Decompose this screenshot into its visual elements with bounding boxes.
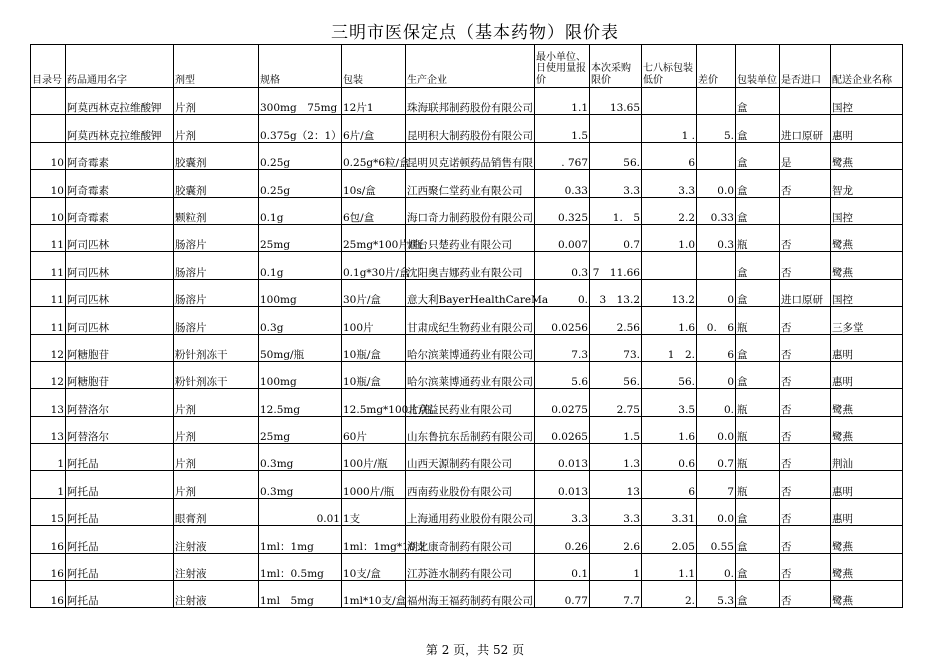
cell-package-unit: 盒 (736, 279, 780, 306)
cell-imported: 否 (780, 471, 831, 498)
cell-dosage-form: 片剂 (174, 444, 259, 471)
cell-low-price: 1 . (642, 115, 697, 142)
cell-purchase-limit: 1 (590, 553, 642, 580)
cell-dosage-form: 肠溶片 (174, 279, 259, 306)
cell-drug-name: 阿奇霉素 (66, 142, 174, 169)
cell-price-diff: 0. (697, 553, 736, 580)
cell-imported: 否 (780, 170, 831, 197)
cell-package: 1ml：1mg*10支 (342, 526, 406, 553)
header-package: 包装 (342, 45, 406, 88)
header-row (31, 45, 903, 88)
cell-purchase-limit: 1.5 (590, 416, 642, 443)
cell-imported: 进口原研 (780, 279, 831, 306)
cell-spec: 25mg (259, 224, 342, 251)
cell-unit-quote: 0.33 (535, 170, 590, 197)
cell-distributor: 国控 (831, 88, 903, 115)
cell-package: 12.5mg*100片/瓶 (342, 389, 406, 416)
header-package-unit: 包装单位 (736, 45, 780, 88)
table-row (31, 88, 903, 115)
cell-unit-quote: 0.26 (535, 526, 590, 553)
cell-dosage-form: 颗粒剂 (174, 197, 259, 224)
cell-dosage-form: 肠溶片 (174, 307, 259, 334)
table-row (31, 170, 903, 197)
cell-price-diff: 0.0 (697, 498, 736, 525)
table-row (31, 498, 903, 525)
cell-spec: 0.1g (259, 197, 342, 224)
cell-drug-name: 阿糖胞苷 (66, 334, 174, 361)
cell-spec: 0.3mg (259, 444, 342, 471)
cell-package-unit: 盒 (736, 197, 780, 224)
cell-low-price: 3.3 (642, 170, 697, 197)
cell-purchase-limit: 1. 5 (590, 197, 642, 224)
cell-imported: 否 (780, 444, 831, 471)
cell-package: 10支/盒 (342, 553, 406, 580)
cell-imported: 否 (780, 334, 831, 361)
cell-low-price: 56. (642, 361, 697, 388)
cell-dosage-form: 胶囊剂 (174, 142, 259, 169)
cell-low-price (642, 252, 697, 279)
cell-package: 6包/盒 (342, 197, 406, 224)
cell-package-unit: 瓶 (736, 224, 780, 251)
header-unit-quote: 最小单位、日使用量报价 (535, 45, 590, 88)
cell-drug-name: 阿托品 (66, 471, 174, 498)
cell-spec: 25mg (259, 416, 342, 443)
cell-drug-name: 阿托品 (66, 553, 174, 580)
cell-imported: 否 (780, 416, 831, 443)
cell-catalog-no: 16 (31, 581, 66, 608)
cell-low-price: 3.5 (642, 389, 697, 416)
cell-imported: 否 (780, 224, 831, 251)
cell-distributor: 鹭燕 (831, 389, 903, 416)
cell-drug-name: 阿替洛尔 (66, 389, 174, 416)
cell-dosage-form: 粉针剂冻干 (174, 334, 259, 361)
cell-imported: 否 (780, 581, 831, 608)
cell-dosage-form: 片剂 (174, 389, 259, 416)
cell-catalog-no: 11 (31, 224, 66, 251)
cell-catalog-no: 11 (31, 307, 66, 334)
cell-package: 30片/盒 (342, 279, 406, 306)
cell-distributor: 三多堂 (831, 307, 903, 334)
cell-package: 1000片/瓶 (342, 471, 406, 498)
cell-package-unit: 瓶 (736, 307, 780, 334)
cell-catalog-no: 16 (31, 526, 66, 553)
cell-drug-name: 阿莫西林克拉维酸钾 (66, 88, 174, 115)
cell-low-price: 1.0 (642, 224, 697, 251)
cell-manufacturer: 昆明贝克诺顿药品销售有限 (406, 142, 535, 169)
cell-drug-name: 阿托品 (66, 498, 174, 525)
cell-spec: 300mg 75mg (259, 88, 342, 115)
cell-distributor: 惠明 (831, 471, 903, 498)
cell-unit-quote: 5.6 (535, 361, 590, 388)
header-dosage-form: 剂型 (174, 45, 259, 88)
table-row (31, 444, 903, 471)
cell-purchase-limit: 7 11.66 (590, 252, 642, 279)
cell-purchase-limit: 1.3 (590, 444, 642, 471)
cell-purchase-limit: 2.56 (590, 307, 642, 334)
cell-low-price: 2.2 (642, 197, 697, 224)
cell-price-diff: 7 (697, 471, 736, 498)
cell-low-price: 1.6 (642, 416, 697, 443)
cell-distributor: 鹭燕 (831, 252, 903, 279)
cell-manufacturer: 西南药业股份有限公司 (406, 471, 535, 498)
cell-manufacturer: 海口奇力制药股份有限公司 (406, 197, 535, 224)
cell-dosage-form: 胶囊剂 (174, 170, 259, 197)
cell-unit-quote: 0.1 (535, 553, 590, 580)
cell-unit-quote: 0.013 (535, 444, 590, 471)
cell-distributor: 惠明 (831, 334, 903, 361)
table-row (31, 224, 903, 251)
page-footer: 第 2 页，共 52 页 (425, 643, 525, 657)
cell-purchase-limit: 13 (590, 471, 642, 498)
cell-manufacturer: 山东鲁抗东岳制药有限公司 (406, 416, 535, 443)
cell-purchase-limit: 2.75 (590, 389, 642, 416)
cell-spec: 0.1g (259, 252, 342, 279)
cell-unit-quote: 0.3 (535, 252, 590, 279)
cell-catalog-no: 13 (31, 389, 66, 416)
cell-purchase-limit: 2.6 (590, 526, 642, 553)
cell-unit-quote: 0.0256 (535, 307, 590, 334)
cell-package-unit: 瓶 (736, 471, 780, 498)
cell-drug-name: 阿托品 (66, 581, 174, 608)
cell-distributor: 荆汕 (831, 444, 903, 471)
cell-low-price: 3.31 (642, 498, 697, 525)
cell-price-diff: 0.0 (697, 170, 736, 197)
cell-low-price: 1.1 (642, 553, 697, 580)
cell-unit-quote: 0.325 (535, 197, 590, 224)
cell-package: 1ml*10支/盒 (342, 581, 406, 608)
cell-unit-quote: 0. (535, 279, 590, 306)
table-row (31, 416, 903, 443)
table-row (31, 389, 903, 416)
cell-drug-name: 阿司匹林 (66, 252, 174, 279)
cell-price-diff: 0 (697, 361, 736, 388)
cell-spec: 0.01 (259, 498, 342, 525)
table-row (31, 334, 903, 361)
table-row (31, 307, 903, 334)
cell-manufacturer: 沈阳奥吉娜药业有限公司 (406, 252, 535, 279)
cell-distributor: 国控 (831, 197, 903, 224)
cell-manufacturer: 山西天源制药有限公司 (406, 444, 535, 471)
cell-spec: 0.25g (259, 170, 342, 197)
cell-package-unit: 瓶 (736, 416, 780, 443)
cell-dosage-form: 片剂 (174, 88, 259, 115)
cell-package-unit: 盒 (736, 334, 780, 361)
cell-catalog-no: 12 (31, 334, 66, 361)
cell-dosage-form: 注射液 (174, 581, 259, 608)
cell-catalog-no: 10 (31, 142, 66, 169)
cell-price-diff: 0.0 (697, 416, 736, 443)
cell-imported: 进口原研 (780, 115, 831, 142)
cell-spec: 12.5mg (259, 389, 342, 416)
cell-price-diff: 5. (697, 115, 736, 142)
cell-distributor: 惠明 (831, 498, 903, 525)
cell-purchase-limit: 56. (590, 142, 642, 169)
cell-dosage-form: 肠溶片 (174, 252, 259, 279)
cell-catalog-no: 12 (31, 361, 66, 388)
cell-drug-name: 阿奇霉素 (66, 170, 174, 197)
cell-drug-name: 阿莫西林克拉维酸钾 (66, 115, 174, 142)
cell-low-price: 1.6 (642, 307, 697, 334)
cell-dosage-form: 片剂 (174, 115, 259, 142)
cell-manufacturer: 湖北康奇制药有限公司 (406, 526, 535, 553)
cell-catalog-no: 10 (31, 170, 66, 197)
cell-low-price: 6 (642, 142, 697, 169)
cell-imported (780, 197, 831, 224)
cell-package-unit: 盒 (736, 553, 780, 580)
cell-manufacturer: 哈尔滨莱博通药业有限公司 (406, 334, 535, 361)
cell-catalog-no: 11 (31, 279, 66, 306)
cell-manufacturer: 意大利BayerHealthCareMa (406, 279, 535, 306)
table-row (31, 553, 903, 580)
cell-spec: 100mg (259, 279, 342, 306)
cell-price-diff: 0.33 (697, 197, 736, 224)
table-row (31, 361, 903, 388)
cell-package: 60片 (342, 416, 406, 443)
cell-spec: 100mg (259, 361, 342, 388)
cell-dosage-form: 粉针剂冻干 (174, 361, 259, 388)
cell-package: 10s/盒 (342, 170, 406, 197)
cell-drug-name: 阿司匹林 (66, 224, 174, 251)
cell-low-price (642, 88, 697, 115)
cell-drug-name: 阿司匹林 (66, 307, 174, 334)
cell-low-price: 0.6 (642, 444, 697, 471)
cell-imported: 否 (780, 526, 831, 553)
cell-dosage-form: 肠溶片 (174, 224, 259, 251)
cell-drug-name: 阿托品 (66, 444, 174, 471)
cell-imported: 是 (780, 142, 831, 169)
cell-package-unit: 瓶 (736, 444, 780, 471)
cell-low-price: 13.2 (642, 279, 697, 306)
cell-unit-quote: 7.3 (535, 334, 590, 361)
cell-package: 10瓶/盒 (342, 334, 406, 361)
cell-low-price: 2. (642, 581, 697, 608)
cell-package: 100片/瓶 (342, 444, 406, 471)
cell-package: 6片/盒 (342, 115, 406, 142)
cell-package: 10瓶/盒 (342, 361, 406, 388)
table-row (31, 526, 903, 553)
table-row (31, 197, 903, 224)
cell-dosage-form: 注射液 (174, 526, 259, 553)
cell-spec: 0.3g (259, 307, 342, 334)
cell-manufacturer: 江西聚仁堂药业有限公司 (406, 170, 535, 197)
cell-purchase-limit: 7.7 (590, 581, 642, 608)
cell-unit-quote: 1.5 (535, 115, 590, 142)
cell-package-unit: 盒 (736, 581, 780, 608)
cell-manufacturer: 上海通用药业股份有限公司 (406, 498, 535, 525)
cell-unit-quote: 3.3 (535, 498, 590, 525)
cell-distributor: 鹭燕 (831, 526, 903, 553)
header-drug-name: 药品通用名字 (66, 45, 174, 88)
cell-spec: 0.375g（2：1） (259, 115, 342, 142)
cell-package-unit: 盒 (736, 498, 780, 525)
cell-package-unit: 盒 (736, 252, 780, 279)
cell-catalog-no: 1 (31, 444, 66, 471)
cell-distributor: 惠明 (831, 361, 903, 388)
table-row (31, 142, 903, 169)
cell-spec: 1ml：0.5mg (259, 553, 342, 580)
cell-package-unit: 盒 (736, 142, 780, 169)
cell-drug-name: 阿托品 (66, 526, 174, 553)
table-row (31, 581, 903, 608)
cell-catalog-no (31, 88, 66, 115)
cell-purchase-limit: 56. (590, 361, 642, 388)
cell-package: 0.25g*6粒/盒 (342, 142, 406, 169)
cell-unit-quote: 0.77 (535, 581, 590, 608)
table-row (31, 279, 903, 306)
cell-dosage-form: 片剂 (174, 471, 259, 498)
cell-drug-name: 阿替洛尔 (66, 416, 174, 443)
cell-unit-quote: 1.1 (535, 88, 590, 115)
cell-imported: 否 (780, 498, 831, 525)
cell-catalog-no: 13 (31, 416, 66, 443)
cell-unit-quote: . 767 (535, 142, 590, 169)
cell-price-diff (697, 252, 736, 279)
cell-package: 25mg*100片/瓶 (342, 224, 406, 251)
cell-imported: 否 (780, 307, 831, 334)
cell-imported: 否 (780, 553, 831, 580)
cell-package-unit: 瓶 (736, 389, 780, 416)
cell-distributor: 智龙 (831, 170, 903, 197)
cell-package-unit: 盒 (736, 526, 780, 553)
cell-purchase-limit: 13.65 (590, 88, 642, 115)
cell-drug-name: 阿糖胞苷 (66, 361, 174, 388)
cell-distributor: 鹭燕 (831, 142, 903, 169)
cell-manufacturer: 江苏涟水制药有限公司 (406, 553, 535, 580)
cell-package: 12片1 (342, 88, 406, 115)
header-imported: 是否进口 (780, 45, 831, 88)
cell-low-price: 2.05 (642, 526, 697, 553)
cell-low-price: 1 2. (642, 334, 697, 361)
table-row (31, 252, 903, 279)
header-distributor: 配送企业名称 (831, 45, 903, 88)
cell-unit-quote: 0.0275 (535, 389, 590, 416)
cell-unit-quote: 0.013 (535, 471, 590, 498)
cell-dosage-form: 注射液 (174, 553, 259, 580)
cell-price-diff: 0.3 (697, 224, 736, 251)
cell-distributor: 鹭燕 (831, 416, 903, 443)
cell-distributor: 鹭燕 (831, 553, 903, 580)
cell-purchase-limit: 3.3 (590, 170, 642, 197)
cell-manufacturer: 北京益民药业有限公司 (406, 389, 535, 416)
price-limit-table (30, 44, 903, 608)
cell-price-diff: 0.7 (697, 444, 736, 471)
cell-distributor: 鹭燕 (831, 581, 903, 608)
cell-price-diff: 5.3 (697, 581, 736, 608)
cell-price-diff (697, 142, 736, 169)
cell-distributor: 惠明 (831, 115, 903, 142)
cell-spec: 50mg/瓶 (259, 334, 342, 361)
table-row (31, 471, 903, 498)
cell-manufacturer: 甘肃成纪生物药业有限公司 (406, 307, 535, 334)
cell-package-unit: 盒 (736, 88, 780, 115)
table-row (31, 115, 903, 142)
cell-unit-quote: 0.007 (535, 224, 590, 251)
cell-purchase-limit: 0.7 (590, 224, 642, 251)
cell-purchase-limit (590, 115, 642, 142)
cell-package-unit: 盒 (736, 361, 780, 388)
cell-purchase-limit: 73. (590, 334, 642, 361)
cell-low-price: 6 (642, 471, 697, 498)
cell-price-diff: 6 (697, 334, 736, 361)
cell-price-diff (697, 88, 736, 115)
cell-drug-name: 阿司匹林 (66, 279, 174, 306)
cell-price-diff: 0.55 (697, 526, 736, 553)
cell-package: 0.1g*30片/盒 (342, 252, 406, 279)
cell-imported: 否 (780, 252, 831, 279)
cell-spec: 0.3mg (259, 471, 342, 498)
cell-manufacturer: 珠海联邦制药股份有限公司 (406, 88, 535, 115)
cell-spec: 1ml：1mg (259, 526, 342, 553)
cell-purchase-limit: 3 13.2 (590, 279, 642, 306)
cell-distributor: 鹭燕 (831, 224, 903, 251)
cell-imported: 否 (780, 389, 831, 416)
cell-catalog-no: 10 (31, 197, 66, 224)
header-purchase-limit: 本次采购限价 (590, 45, 642, 88)
cell-price-diff: 0. 6 (697, 307, 736, 334)
cell-imported (780, 88, 831, 115)
cell-dosage-form: 片剂 (174, 416, 259, 443)
cell-package-unit: 盒 (736, 115, 780, 142)
header-price-diff: 差价 (697, 45, 736, 88)
cell-catalog-no: 16 (31, 553, 66, 580)
cell-catalog-no: 1 (31, 471, 66, 498)
cell-package: 100片 (342, 307, 406, 334)
cell-drug-name: 阿奇霉素 (66, 197, 174, 224)
cell-catalog-no: 15 (31, 498, 66, 525)
cell-spec: 1ml 5mg (259, 581, 342, 608)
cell-imported: 否 (780, 361, 831, 388)
cell-catalog-no (31, 115, 66, 142)
header-manufacturer: 生产企业 (406, 45, 535, 88)
cell-distributor: 国控 (831, 279, 903, 306)
cell-manufacturer: 昆明积大制药股份有限公司 (406, 115, 535, 142)
cell-package-unit: 盒 (736, 170, 780, 197)
cell-unit-quote: 0.0265 (535, 416, 590, 443)
cell-purchase-limit: 3.3 (590, 498, 642, 525)
cell-catalog-no: 11 (31, 252, 66, 279)
page-title: 三明市医保定点（基本药物）限价表 (331, 23, 619, 43)
cell-dosage-form: 眼膏剂 (174, 498, 259, 525)
cell-manufacturer: 烟台只楚药业有限公司 (406, 224, 535, 251)
cell-manufacturer: 哈尔滨莱博通药业有限公司 (406, 361, 535, 388)
cell-manufacturer: 福州海王福药制药有限公司 (406, 581, 535, 608)
cell-spec: 0.25g (259, 142, 342, 169)
cell-price-diff: 0. (697, 389, 736, 416)
header-spec: 规格 (259, 45, 342, 88)
header-catalog-no: 目录号 (31, 45, 66, 88)
header-low-price: 七八标包装低价 (642, 45, 697, 88)
cell-price-diff: 0 (697, 279, 736, 306)
cell-package: 1支 (342, 498, 406, 525)
